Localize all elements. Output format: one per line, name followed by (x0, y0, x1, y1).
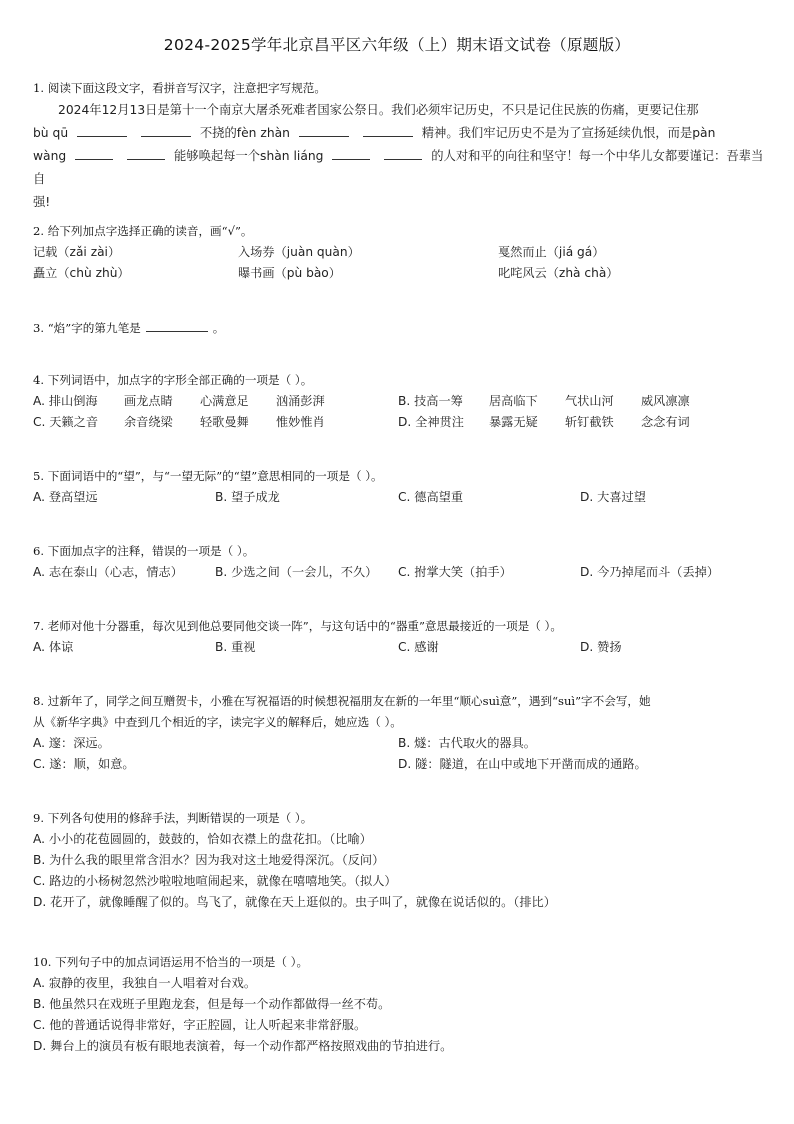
question-5-stem: 5. 下面词语中的“望”，与“一望无际”的“望”意思相同的一项是（ ）。 (33, 469, 383, 483)
answer-blank[interactable] (127, 147, 165, 160)
answer-blank[interactable] (146, 319, 208, 332)
passage-text: 精神。我们牢记历史不是为了宣扬延续仇恨，而是pàn (421, 126, 716, 140)
option-row (33, 487, 764, 508)
option-row (33, 562, 764, 583)
option-word: 暴露无疑 (489, 415, 538, 429)
word-option[interactable]: 记载（zǎi zài） (33, 245, 121, 259)
question-3-stem: 3. “焰”字的第九笔是 。 (33, 321, 225, 335)
word-option[interactable]: 矗立（chù zhù） (33, 266, 130, 280)
option-word: 念念有词 (641, 415, 690, 429)
word-option[interactable]: 入场券（juàn quàn） (238, 245, 360, 259)
option-b[interactable]: B. 燧：古代取火的器具。 (398, 736, 536, 750)
option-c[interactable]: C. 遂：顺，如意。 (33, 757, 135, 771)
question-8-stem-line-1: 8. 过新年了，同学之间互赠贺卡，小雅在写祝福语的时候想祝福朋友在新的一年里“顺心suì意”，遇到“suì”字不会写，她 (33, 694, 651, 708)
question-1-passage (33, 99, 764, 214)
question-4 (33, 370, 764, 433)
answer-blank[interactable] (299, 124, 349, 137)
option-d[interactable]: D. 全神贯注 (398, 415, 464, 429)
option-row (33, 637, 764, 658)
option-d[interactable]: D. 今乃掉尾而斗（丢掉） (580, 565, 720, 579)
question-8-stem-line-2: 从《新华字典》中查到几个相近的字，读完字义的解释后，她应选（ ）。 (33, 715, 402, 729)
option-row (33, 242, 764, 263)
option-b[interactable]: B. 技高一筹 (398, 394, 463, 408)
option-word: 居高临下 (489, 394, 538, 408)
option-word: 轻歌曼舞 (200, 415, 249, 429)
option-a[interactable]: A. 小小的花苞圆圆的，鼓鼓的，恰如衣襟上的盘花扣。（比喻） (33, 832, 372, 846)
question-9-stem: 9. 下列各句使用的修辞手法，判断错误的一项是（ ）。 (33, 811, 313, 825)
word-option[interactable]: 曝书画（pù bào） (238, 266, 341, 280)
pinyin-panwang: wàng (33, 149, 67, 163)
answer-blank[interactable] (75, 147, 113, 160)
option-d[interactable]: D. 花开了，就像睡醒了似的。鸟飞了，就像在天上逛似的。虫子叫了，就像在说话似的。（排比） (33, 895, 556, 909)
option-a[interactable]: A. 志在泰山（心志，情志） (33, 565, 183, 579)
answer-blank[interactable] (363, 124, 413, 137)
question-3 (33, 318, 764, 339)
pinyin-buqu: bù qū (33, 126, 69, 140)
word-option[interactable]: 叱咤风云（zhà chà） (498, 266, 619, 280)
option-a[interactable]: A. 寂静的夜里，我独自一人唱着对台戏。 (33, 976, 257, 990)
passage-text: 能够唤起每一个shàn liáng (173, 149, 324, 163)
page-title: 2024-2025学年北京昌平区六年级（上）期末语文试卷（原题版） (163, 36, 631, 54)
option-c[interactable]: C. 感谢 (398, 640, 439, 654)
option-b[interactable]: B. 为什么我的眼里常含泪水？因为我对这土地爱得深沉。（反问） (33, 853, 385, 867)
option-word: 余音绕梁 (124, 415, 173, 429)
option-a[interactable]: A. 邃：深远。 (33, 736, 110, 750)
question-1 (33, 78, 764, 214)
question-7-stem: 7. 老师对他十分器重，每次见到他总要同他交谈一阵”，与这句话中的“器重”意思最接近的一项是（ ）。 (33, 619, 562, 633)
option-c[interactable]: C. 拊掌大笑（拍手） (398, 565, 512, 579)
option-c[interactable]: C. 他的普通话说得非常好，字正腔圆，让人听起来非常舒服。 (33, 1018, 367, 1032)
passage-line-2 (33, 122, 764, 145)
option-b[interactable]: B. 重视 (215, 640, 256, 654)
option-d[interactable]: D. 大喜过望 (580, 490, 646, 504)
option-word: 斩钉截铁 (565, 415, 614, 429)
option-word: 画龙点睛 (124, 394, 173, 408)
option-word: 威风凛凛 (641, 394, 690, 408)
question-4-stem: 4. 下列词语中，加点字的字形全部正确的一项是（ ）。 (33, 373, 313, 387)
option-word: 气状山河 (565, 394, 614, 408)
question-8 (33, 691, 764, 775)
question-2 (33, 221, 764, 284)
passage-line-4: 强! (33, 195, 51, 209)
option-d[interactable]: D. 赞扬 (580, 640, 622, 654)
option-d[interactable]: D. 隧：隧道，在山中或地下开凿而成的通路。 (398, 757, 647, 771)
answer-blank[interactable] (384, 147, 422, 160)
option-row (33, 263, 764, 284)
question-5 (33, 466, 764, 508)
option-b[interactable]: B. 少选之间（一会儿，不久） (215, 565, 378, 579)
option-b[interactable]: B. 望子成龙 (215, 490, 280, 504)
option-b[interactable]: B. 他虽然只在戏班子里跑龙套，但是每一个动作都做得一丝不苟。 (33, 997, 391, 1011)
question-10-stem: 10. 下列句子中的加点词语运用不恰当的一项是（ ）。 (33, 955, 309, 969)
passage-text: 的人对和平的向往和坚守！每一个中华儿女都要谨记：吾辈当自 (33, 149, 764, 186)
option-a[interactable]: A. 登高望远 (33, 490, 98, 504)
question-2-stem: 2. 给下列加点字选择正确的读音，画“√”。 (33, 224, 253, 238)
option-c[interactable]: C. 天籁之音 (33, 415, 99, 429)
passage-line-3 (33, 145, 764, 191)
question-1-stem: 1. 阅读下面这段文字，看拼音写汉字，注意把字写规范。 (33, 81, 326, 95)
option-word: 汹涌彭湃 (276, 394, 325, 408)
answer-blank[interactable] (77, 124, 127, 137)
answer-blank[interactable] (332, 147, 370, 160)
option-row (33, 412, 764, 433)
option-a[interactable]: A. 排山倒海 (33, 394, 98, 408)
passage-line-1: 2024年12月13日是第十一个南京大屠杀死难者国家公祭日。我们必须牢记历史，不只是记住民族的伤痛，更要记住那 (58, 103, 699, 117)
question-6 (33, 541, 764, 583)
option-d[interactable]: D. 舞台上的演员有板有眼地表演着，每一个动作都严格按照戏曲的节拍进行。 (33, 1039, 453, 1053)
option-c[interactable]: C. 路边的小杨树忽然沙啦啦地喧闹起来，就像在嘻嘻地笑。（拟人） (33, 874, 397, 888)
option-row (33, 391, 764, 412)
question-6-stem: 6. 下面加点字的注释，错误的一项是（ ）。 (33, 544, 255, 558)
option-row (33, 733, 764, 754)
option-word: 心满意足 (200, 394, 249, 408)
question-7 (33, 616, 764, 658)
passage-text: 不挠的fèn zhàn (199, 126, 290, 140)
question-9 (33, 808, 764, 913)
option-a[interactable]: A. 体谅 (33, 640, 74, 654)
answer-blank[interactable] (141, 124, 191, 137)
option-word: 惟妙惟肖 (276, 415, 325, 429)
option-c[interactable]: C. 德高望重 (398, 490, 464, 504)
option-row (33, 754, 764, 775)
question-10 (33, 952, 764, 1057)
word-option[interactable]: 戛然而止（jiá gá） (498, 245, 605, 259)
